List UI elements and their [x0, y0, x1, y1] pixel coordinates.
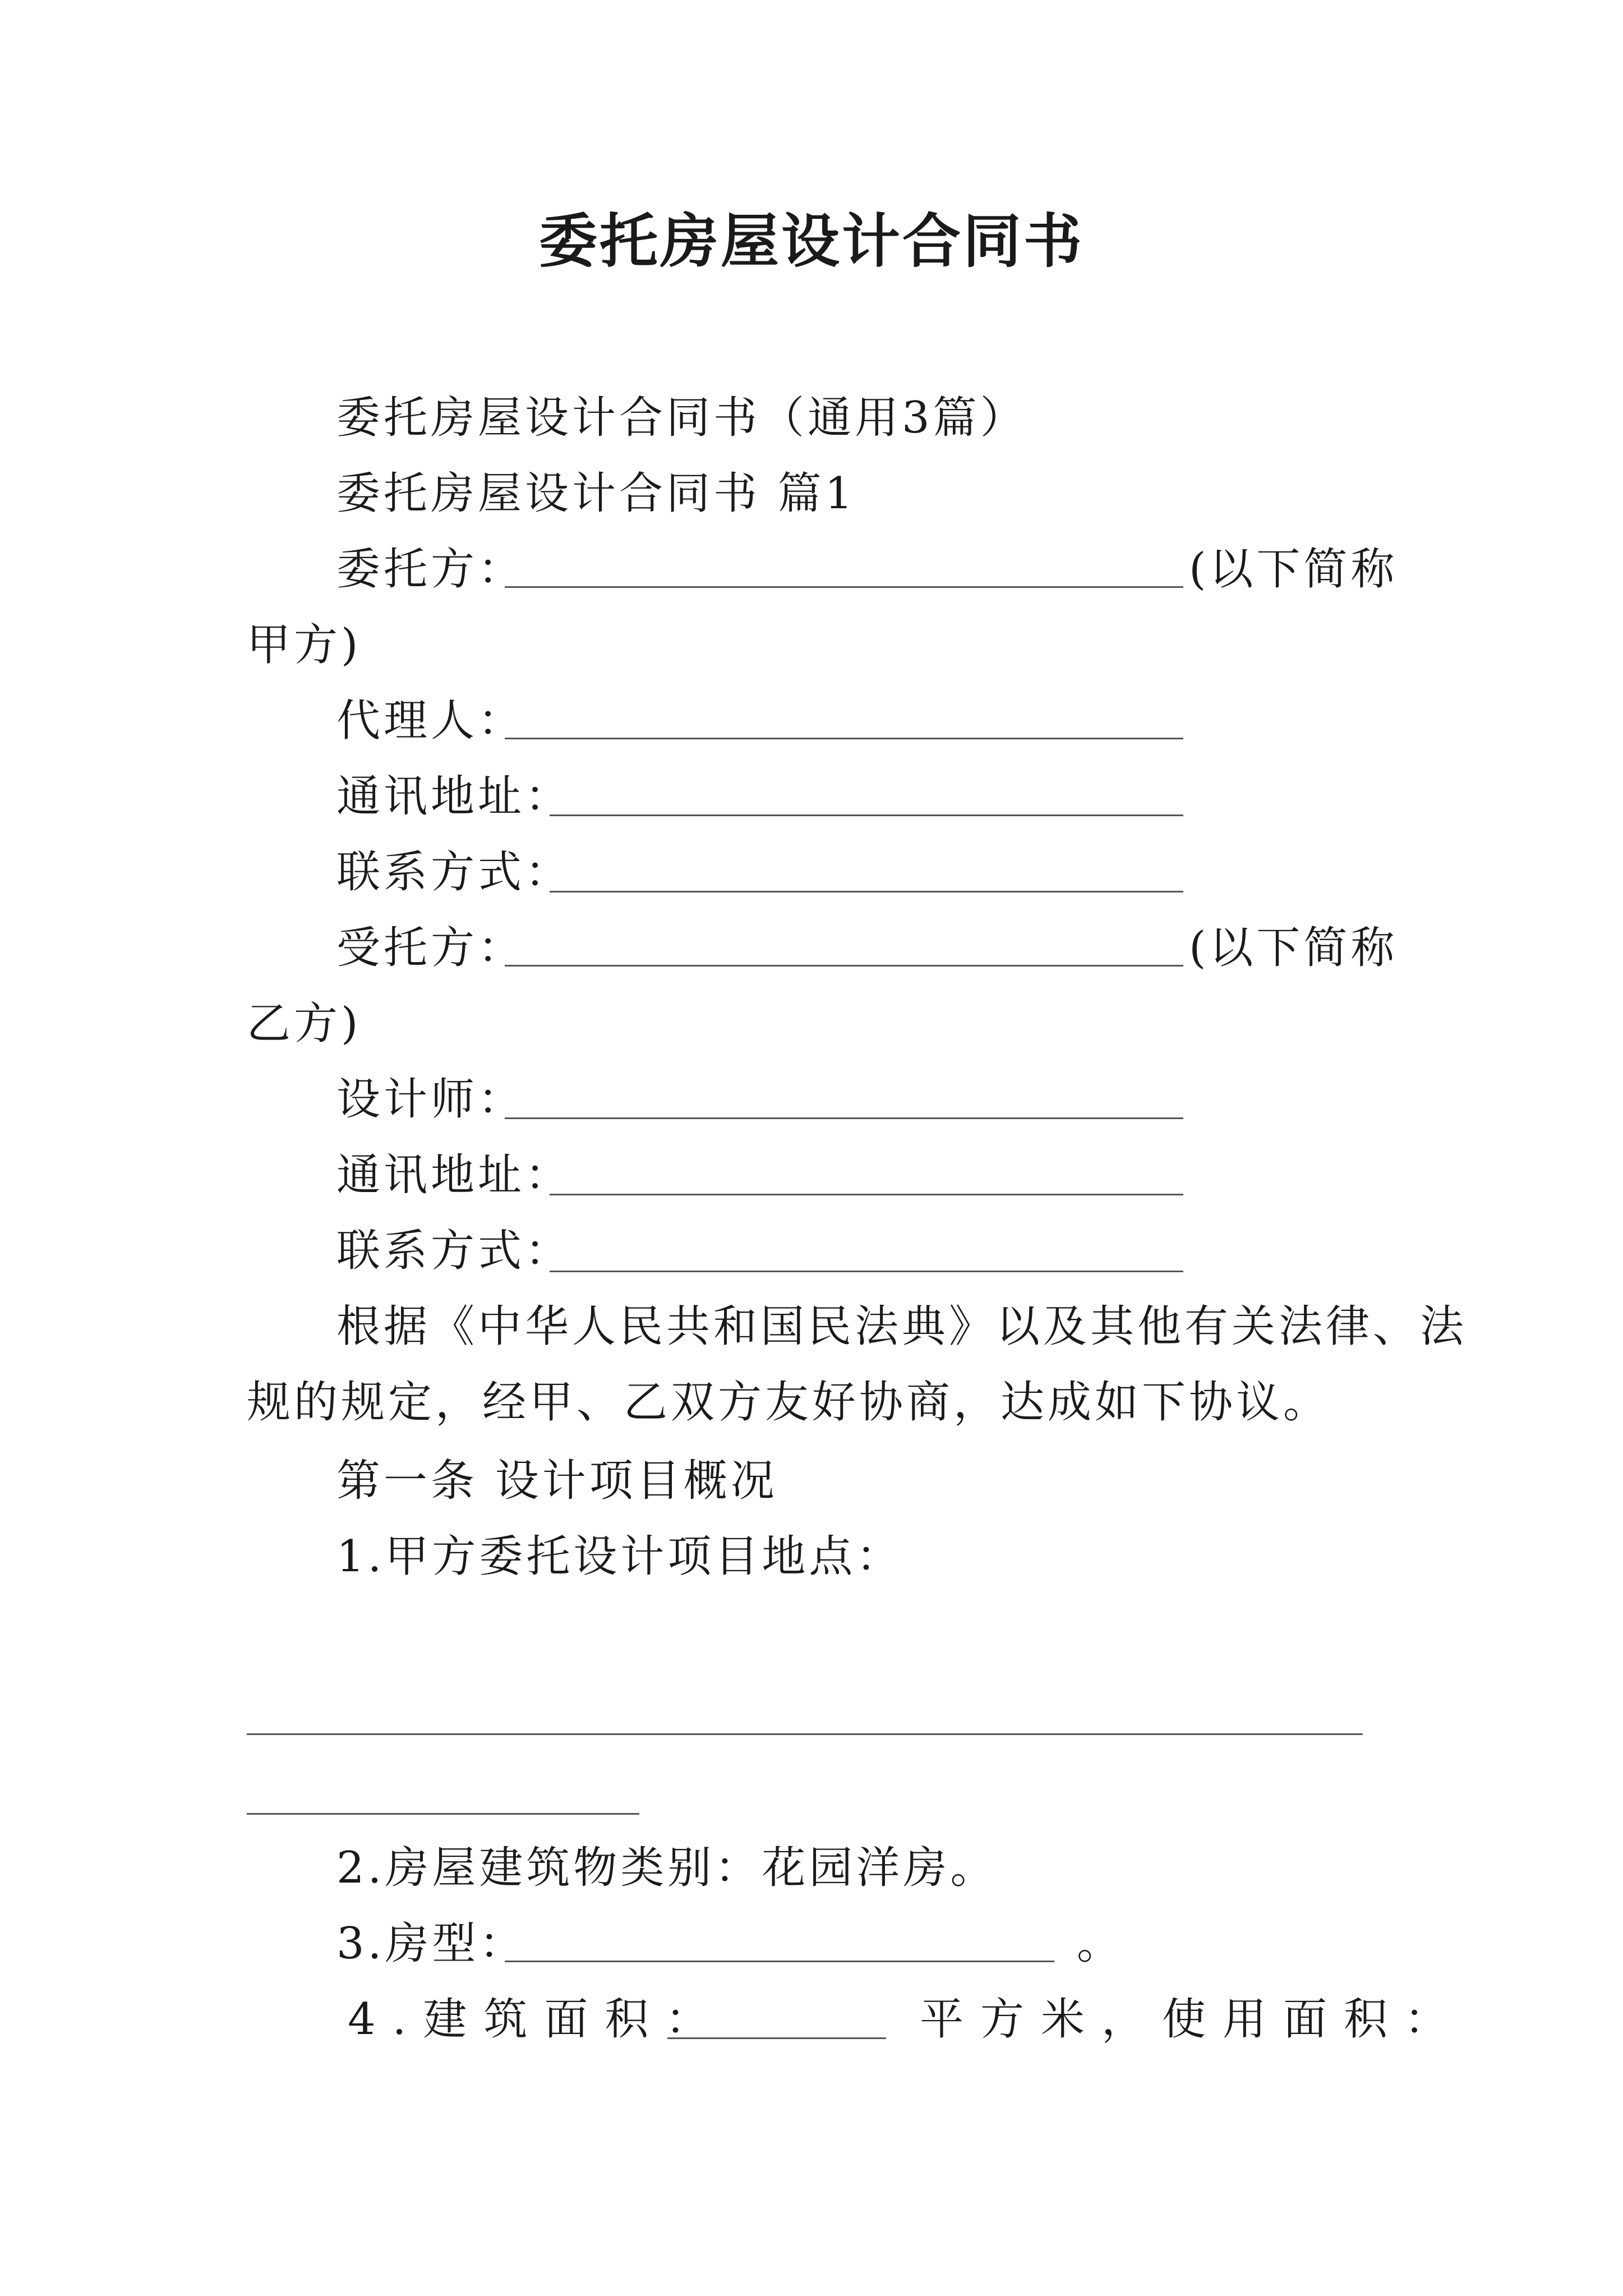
- project-location-blank-1[interactable]: [247, 1733, 1363, 1735]
- designer-blank[interactable]: [505, 1117, 1183, 1119]
- basis-paragraph-line2: 规的规定，经甲、乙双方友好协商，达成如下协议。: [247, 1377, 1331, 1428]
- client-contact-label: 联系方式：: [336, 847, 573, 898]
- house-type-blank[interactable]: [505, 1961, 1054, 1962]
- client-label: 委托方：: [336, 544, 525, 595]
- client-contact-blank[interactable]: [550, 891, 1183, 892]
- contractor-label: 受托方：: [336, 923, 525, 973]
- section-heading: 委托房屋设计合同书 篇1: [336, 468, 856, 519]
- item4-unit: 平方米，使用面积：: [920, 1994, 1465, 2045]
- contractor-contact-label: 联系方式：: [336, 1226, 573, 1276]
- item2-text: 2.房屋建筑物类别：花园洋房。: [336, 1843, 998, 1893]
- contractor-address-label: 通讯地址：: [336, 1150, 573, 1200]
- client-blank[interactable]: [505, 586, 1183, 588]
- client-abbrev: 甲方): [247, 620, 362, 670]
- client-address-label: 通讯地址：: [336, 771, 573, 822]
- item1-text: 1.甲方委托设计项目地点：: [336, 1531, 903, 1582]
- contractor-blank[interactable]: [505, 965, 1183, 967]
- contractor-suffix: (以下简称: [1189, 923, 1398, 973]
- article1-heading: 第一条 设计项目概况: [336, 1456, 778, 1506]
- client-suffix: (以下简称: [1189, 544, 1398, 595]
- document-title: 委托房屋设计合同书: [538, 206, 1084, 275]
- contractor-address-blank[interactable]: [550, 1194, 1183, 1195]
- building-area-blank[interactable]: [667, 2037, 886, 2039]
- item3-label: 3.房型：: [336, 1918, 527, 1969]
- item4-label: 4.建筑面积：: [348, 1994, 726, 2045]
- contractor-abbrev: 乙方): [247, 999, 362, 1049]
- document-subtitle: 委托房屋设计合同书（通用3篇）: [336, 393, 1027, 443]
- project-location-blank-2[interactable]: [247, 1813, 639, 1815]
- agent-blank[interactable]: [505, 738, 1183, 739]
- agent-label: 代理人：: [336, 696, 525, 746]
- item3-end: 。: [1077, 1918, 1124, 1969]
- basis-paragraph-line1: 根据《中华人民共和国民法典》以及其他有关法律、法: [336, 1301, 1468, 1352]
- designer-label: 设计师：: [336, 1074, 525, 1125]
- contractor-contact-blank[interactable]: [550, 1271, 1183, 1272]
- client-address-blank[interactable]: [550, 815, 1183, 816]
